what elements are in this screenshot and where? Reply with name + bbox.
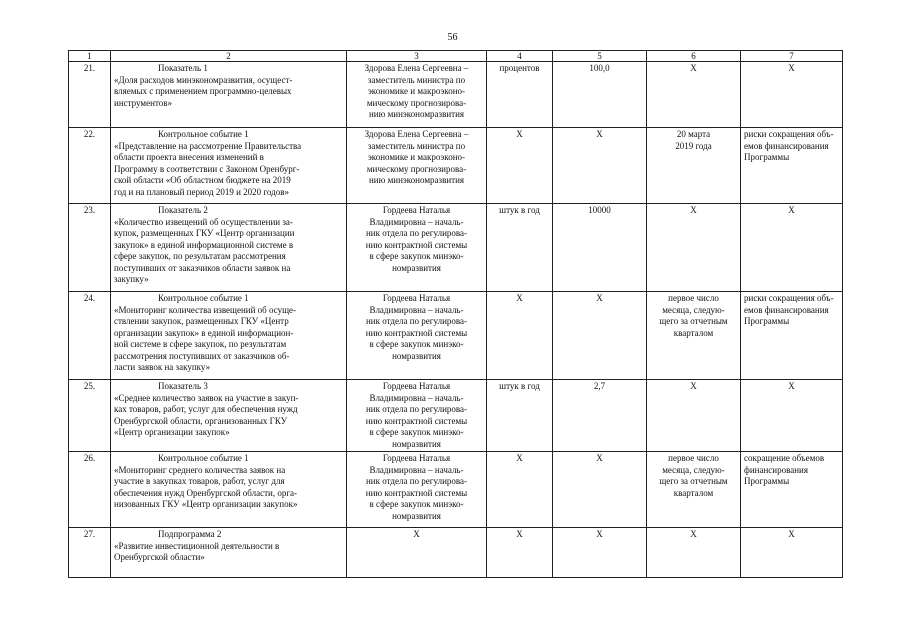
responsible-person: Здорова Елена Сергеевна – заместитель министра по экономике и макроэконо- мическому прогнозирова- нию минэкономразвития	[347, 62, 487, 128]
item-name-cell	[111, 204, 347, 292]
target-value: Х	[553, 528, 647, 578]
row-number: 24.	[69, 292, 111, 380]
responsible-person: Здорова Елена Сергеевна – заместитель министра по экономике и макроэконо- мическому прогнозирова- нию минэкономразвития	[347, 128, 487, 204]
row-number: 27.	[69, 528, 111, 578]
item-description: «Доля расходов минэкономразвития, осущест- вляемых с применением программно-целевых инструментов»	[114, 74, 293, 108]
item-description: «Среднее количество заявок на участие в закуп- ках товаров, работ, услуг для обеспечения нужд Оренбургской области, организованных ГКУ «Центр организации закупок»	[114, 392, 299, 437]
item-description: «Мониторинг среднего количества заявок на участие в закупках товаров, работ, услуг для обеспечения нужд Оренбургской области, орга- низованных ГКУ «Центр организации закупок»	[114, 464, 298, 509]
responsible-person: Гордеева Наталья Владимировна – началь- ник отдела по регулирова- нию контрактной системы в сфере закупок минэко- номразвития	[347, 292, 487, 380]
row-number: 21.	[69, 62, 111, 128]
unit-of-measure: Х	[487, 528, 553, 578]
risk-description: Х	[741, 528, 843, 578]
item-description: «Количество извещений об осуществлении за- купок, размещенных ГКУ «Центр организации закупок» в единой информационной системе в сфере закупок, по результатам рассмотрения поступивших от заказчиков области заявок на закупку»	[114, 216, 295, 284]
table-row	[69, 128, 843, 204]
table-row	[69, 292, 843, 380]
risk-description: Х	[741, 62, 843, 128]
risk-description: сокращение объемов финансирования Программы	[741, 452, 843, 528]
item-title: Контрольное событие 1	[158, 453, 249, 463]
item-name-cell	[111, 128, 347, 204]
item-title: Показатель 2	[158, 205, 208, 215]
unit-of-measure: Х	[487, 292, 553, 380]
column-header: 7	[741, 51, 843, 62]
item-description: «Развитие инвестиционной деятельности в Оренбургской области»	[114, 540, 280, 562]
risk-description: Х	[741, 204, 843, 292]
page-number: 56	[447, 32, 458, 43]
column-header: 4	[487, 51, 553, 62]
row-number: 23.	[69, 204, 111, 292]
item-title: Показатель 1	[158, 63, 208, 73]
column-header: 3	[347, 51, 487, 62]
unit-of-measure: штук в год	[487, 380, 553, 452]
deadline: первое число месяца, следую- щего за отчетным кварталом	[647, 292, 741, 380]
risk-description: риски сокращения объ- емов финансирования Программы	[741, 292, 843, 380]
row-number: 26.	[69, 452, 111, 528]
deadline: Х	[647, 204, 741, 292]
column-header: 6	[647, 51, 741, 62]
unit-of-measure: Х	[487, 128, 553, 204]
unit-of-measure: Х	[487, 452, 553, 528]
deadline: Х	[647, 62, 741, 128]
responsible-person: Гордеева Наталья Владимировна – началь- ник отдела по регулирова- нию контрактной системы в сфере закупок минэко- номразвития	[347, 380, 487, 452]
item-description: «Мониторинг количества извещений об осуще- ствлении закупок, размещенных ГКУ «Центр организации закупок» в единой информацион- ной системе в сфере закупок, по результатам рассмотрения поступивших от заказчиков об- ласти заявок на закупку»	[114, 304, 296, 372]
deadline: 20 марта 2019 года	[647, 128, 741, 204]
deadline: Х	[647, 380, 741, 452]
program-table	[68, 50, 843, 578]
table-row	[69, 204, 843, 292]
table-row	[69, 528, 843, 578]
item-name-cell	[111, 452, 347, 528]
deadline: первое число месяца, следую- щего за отчетным кварталом	[647, 452, 741, 528]
responsible-person: Гордеева Наталья Владимировна – началь- ник отдела по регулирова- нию контрактной системы в сфере закупок минэко- номразвития	[347, 204, 487, 292]
deadline: Х	[647, 528, 741, 578]
row-number: 25.	[69, 380, 111, 452]
item-title: Контрольное событие 1	[158, 293, 249, 303]
table-row	[69, 62, 843, 128]
item-name-cell	[111, 62, 347, 128]
target-value: Х	[553, 292, 647, 380]
responsible-person: Гордеева Наталья Владимировна – началь- ник отдела по регулирова- нию контрактной системы в сфере закупок минэко- номразвития	[347, 452, 487, 528]
target-value: 2,7	[553, 380, 647, 452]
table-row	[69, 452, 843, 528]
column-header: 1	[69, 51, 111, 62]
target-value: 10000	[553, 204, 647, 292]
target-value: 100,0	[553, 62, 647, 128]
item-name-cell	[111, 292, 347, 380]
item-description: «Представление на рассмотрение Правительства области проекта внесения изменений в Программу в соответствии с Законом Оренбург- ской области «Об областном бюджете на 2019 год и на плановый период 2019 и 2020 годов»	[114, 140, 302, 197]
unit-of-measure: штук в год	[487, 204, 553, 292]
item-title: Подпрограмма 2	[158, 529, 222, 539]
item-title: Контрольное событие 1	[158, 129, 249, 139]
row-number: 22.	[69, 128, 111, 204]
table-row	[69, 380, 843, 452]
column-header: 5	[553, 51, 647, 62]
header-row	[69, 51, 843, 62]
item-title: Показатель 3	[158, 381, 208, 391]
risk-description: риски сокращения объ- емов финансирования Программы	[741, 128, 843, 204]
item-name-cell	[111, 380, 347, 452]
unit-of-measure: процентов	[487, 62, 553, 128]
target-value: Х	[553, 452, 647, 528]
responsible-person: Х	[347, 528, 487, 578]
column-header: 2	[111, 51, 347, 62]
target-value: Х	[553, 128, 647, 204]
risk-description: Х	[741, 380, 843, 452]
item-name-cell	[111, 528, 347, 578]
